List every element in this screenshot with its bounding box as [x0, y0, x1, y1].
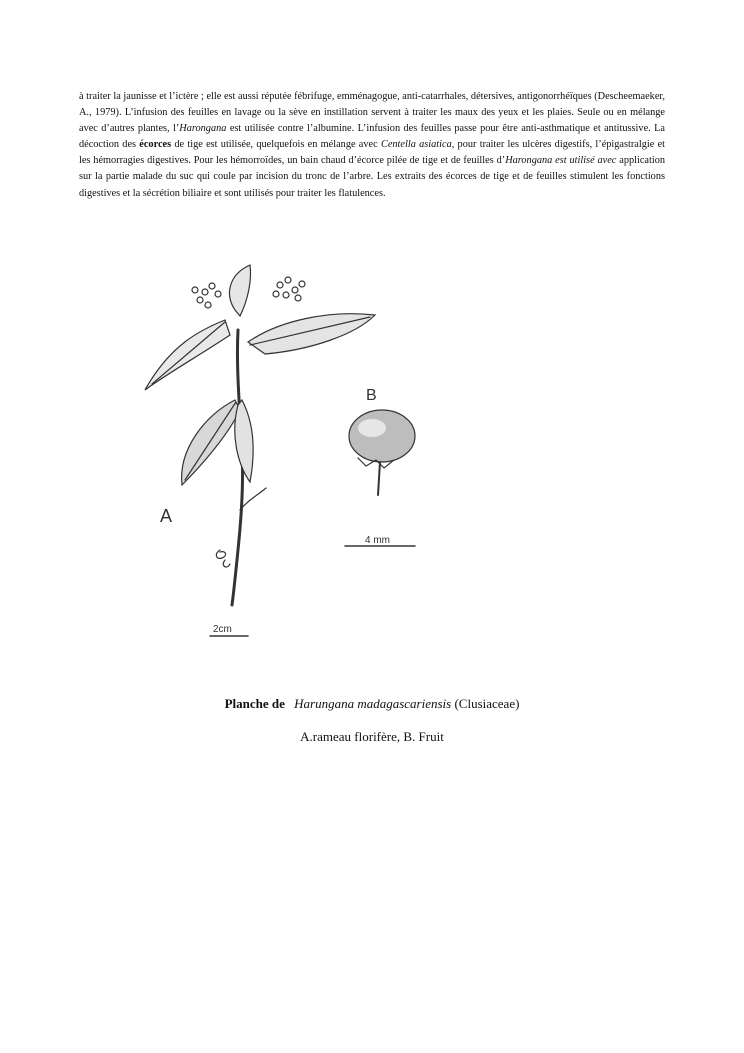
- scale-label-a: 2cm: [213, 624, 232, 635]
- fruit: [349, 410, 415, 462]
- label-a: A: [160, 506, 173, 526]
- botanical-plate: [90, 250, 565, 645]
- stem: [232, 330, 243, 605]
- scale-label-b: 4 mm: [365, 535, 390, 546]
- body-paragraph: [79, 89, 665, 202]
- leaf: [230, 265, 251, 316]
- italic-run: Harongana: [179, 123, 227, 135]
- italic-run: Harongana est utilisé avec: [505, 155, 617, 167]
- caption-species: Harungana madagascariensis: [294, 696, 452, 711]
- text-run: , pour traiter les ulcères digestifs, l’épigastralgie et les hémorragies digestives. Pour les hémorroïdes, un bain chaud d’écorce pilée de tige et de feuilles d’: [79, 139, 666, 167]
- text-run: application sur la partie malade du suc qui coule par incision du tronc de l’arbre. Les extraits des écorces de tige et de feuilles stimulent les fonctions digestives et la sécrétion biliaire et sont utilisés pour traiter les flatulences.: [79, 155, 665, 199]
- figure-caption-legend: A.rameau florifère, B. Fruit: [300, 729, 444, 744]
- flower-cluster: [192, 283, 221, 308]
- bold-run: écorces: [139, 139, 172, 151]
- caption-prefix: Planche de: [224, 696, 285, 711]
- text-run: est utilisée contre l’albumine. L’infusion des feuilles passe pour être anti-asthmatique et antitussive. La décoction des: [79, 123, 665, 151]
- text-run: à traiter la jaunisse et l’ictère ; elle est aussi réputée fébrifuge, emménagogue, anti-catarrhales, détersives, antigonorrhéïques (Descheemaeker, A., 1979). L’infusion des feuilles en lavage ou la sève en instillation servent à traiter les maux des yeux et les plaies. Seule ou en mélange avec d’autres plantes, l’: [79, 91, 665, 135]
- italic-run: Centella asiatica: [380, 139, 452, 151]
- leaf: [235, 400, 253, 482]
- leaf-vein: [152, 322, 225, 384]
- stem-branch: [240, 488, 266, 510]
- text-run: de tige est utilisée, quelquefois en mélange avec: [171, 139, 381, 151]
- label-b: B: [366, 387, 377, 404]
- flower-cluster: [273, 277, 305, 301]
- figure-caption: [0, 696, 744, 712]
- fruit-stalk: [378, 462, 380, 495]
- stipule: [223, 560, 230, 567]
- fruit-highlight: [358, 419, 386, 437]
- stipule: [216, 550, 225, 558]
- caption-family: (Clusiaceae): [454, 696, 520, 711]
